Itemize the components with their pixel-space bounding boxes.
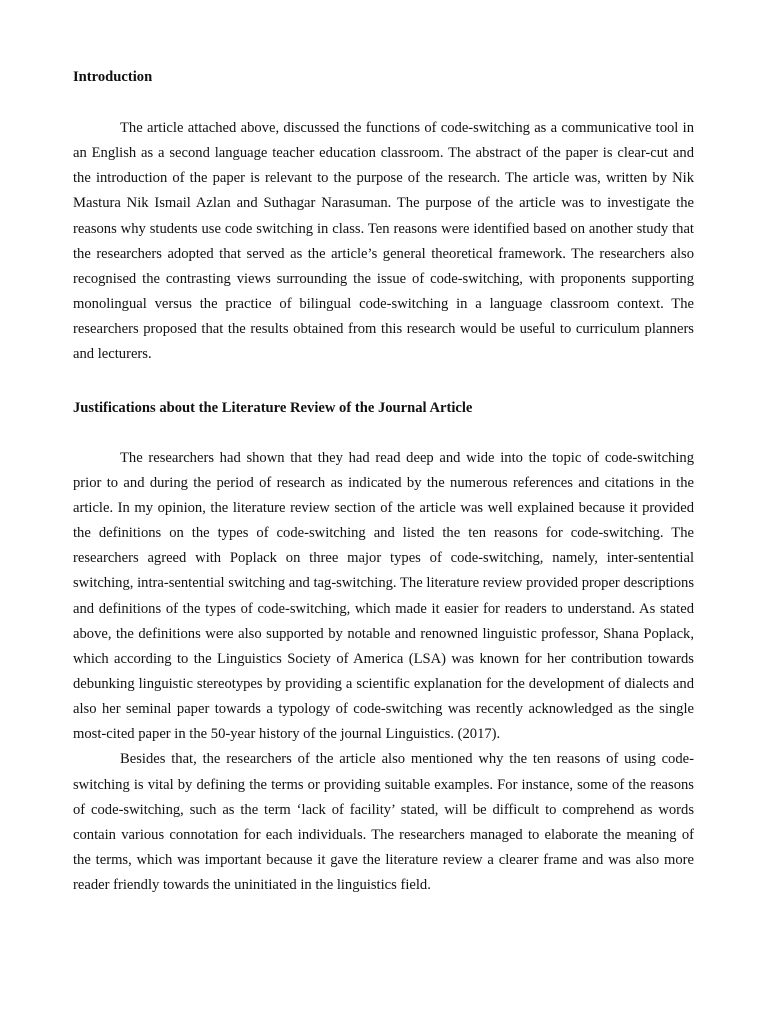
literature-review-paragraph-2: Besides that, the researchers of the article also mentioned why the ten reasons of using code-switching is vital by defining the terms or providing suitable examples. For instance, some of the reasons of code-switching, such as the term ‘lack of facility’ stated, will be difficult to comprehend as words contain various connotation for each individuals. The researchers managed to elaborate the meaning of the terms, which was important because it gave the literature review a clearer frame and was also more reader friendly towards the uninitiated in the linguistics field. [73,751,694,894]
literature-review-paragraph-1: The researchers had shown that they had read deep and wide into the topic of code-switching prior to and during the period of research as indicated by the numerous references and citations in the article. In my opinion, the literature review section of the article was well explained because it provided the definitions on the types of code-switching and listed the ten reasons for code-switching. The researchers agreed with Poplack on three major types of code-switching, namely, inter-sentential switching, intra-sentential switching and tag-switching. The literature review provided proper descriptions and definitions of the types of code-switching, which made it easier for readers to understand. As stated above, the definitions were also supported by notable and renowned linguistic professor, Shana Poplack, which according to the Linguistics Society of America (LSA) was known for her contribution towards debunking linguistic stereotypes by providing a scientific explanation for the development of dialects and also her seminal paper towards a typology of code-switching was recently acknowledged as the single most-cited paper in the 50-year history of the journal Linguistics. (2017). [73,449,694,743]
introduction-paragraph: The article attached above, discussed the functions of code-switching as a communicative tool in an English as a second language teacher education classroom. The abstract of the paper is clear-cut and the introduction of the paper is relevant to the purpose of the research. The article was, written by Nik Mastura Nik Ismail Azlan and Suthagar Narasuman. The purpose of the article was to investigate the reasons why students use code switching in class. Ten reasons were identified based on another study that the researchers adopted that served as the article’s general theoretical framework. The researchers also recognised the contrasting views surrounding the issue of code-switching, with proponents supporting monolingual versus the practice of bilingual code-switching in a language classroom context. The researchers proposed that the results obtained from this research would be useful to curriculum planners and lecturers. [73,120,694,363]
document-page [73,66,694,898]
literature-review-heading: Justifications about the Literature Review of the Journal Article [73,399,473,416]
introduction-heading: Introduction [73,69,153,85]
